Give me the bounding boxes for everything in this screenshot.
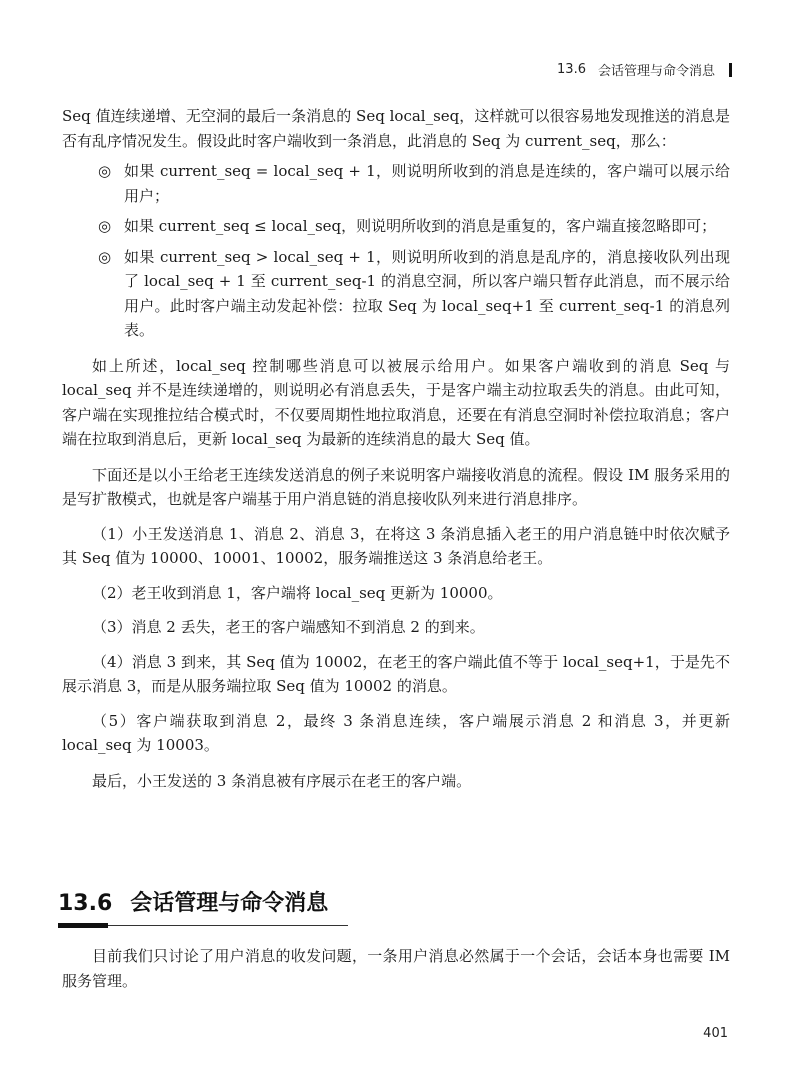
bullet-marker: ◎ xyxy=(98,162,112,180)
running-header-bar xyxy=(729,63,732,77)
section-first-paragraph: 目前我们只讨论了用户消息的收发问题，一条用户消息必然属于一个会话，会话本身也需要 IM 服务管理。 xyxy=(62,947,730,990)
list-item-text: 如果 current_seq = local_seq + 1，则说明所收到的消息是连续的，客户端可以展示给用户； xyxy=(124,162,730,205)
example-intro-paragraph: 下面还是以小王给老王连续发送消息的例子来说明客户端接收消息的流程。假设 IM 服务采用的是写扩散模式，也就是客户端基于用户消息链的消息接收队列来进行消息排序。 xyxy=(62,465,730,508)
step-paragraph: （4）消息 3 到来，其 Seq 值为 10002，在老王的客户端此值不等于 local_seq+1，于是先不展示消息 3，而是从服务端拉取 Seq 值为 10002 的消息。 xyxy=(62,652,730,695)
page-number: 401 xyxy=(703,1026,728,1041)
conclusion-paragraph: 最后，小王发送的 3 条消息被有序展示在老王的客户端。 xyxy=(92,771,472,790)
intro-paragraph: Seq 值连续递增、无空洞的最后一条消息的 Seq local_seq，这样就可以很容易地发现推送的消息是否有乱序情况发生。假设此时客户端收到一条消息，此消息的 Seq 为 current_seq，那么： xyxy=(62,107,730,150)
page-body xyxy=(62,104,730,793)
bullet-marker: ◎ xyxy=(98,247,112,266)
running-header-section-number: 13.6 xyxy=(557,62,586,77)
section-heading-rule xyxy=(58,925,348,926)
list-item xyxy=(62,214,730,239)
summary-paragraph: 如上所述，local_seq 控制哪些消息可以被展示给用户。如果客户端收到的消息 Seq 与 local_seq 并不是连续递增的，则说明必有消息丢失，于是客户端主动拉取丢失的消息。由此可知，客户端在实现推拉结合模式时，不仅要周期性地拉取消息，还要在有消息空洞时补偿拉取消息；客户端在拉取到消息后，更新 local_seq 为最新的连续消息的最大 Seq 值。 xyxy=(62,356,730,448)
condition-list xyxy=(62,159,730,343)
list-item-text: 如果 current_seq > local_seq + 1，则说明所收到的消息是乱序的，消息接收队列出现了 local_seq + 1 至 current_seq-1 的消息空洞，所以客户端只暂存此消息，而不展示给用户。此时客户端主动发起补偿：拉取 Seq 为 local_seq+1 至 current_seq-1 的消息列表。 xyxy=(124,247,730,339)
section-heading xyxy=(58,886,348,926)
step-paragraph: （5）客户端获取到消息 2，最终 3 条消息连续，客户端展示消息 2 和消息 3，并更新 local_seq 为 10003。 xyxy=(62,711,730,754)
running-header xyxy=(557,60,732,79)
list-item xyxy=(62,245,730,343)
step-list xyxy=(62,522,730,758)
bullet-marker: ◎ xyxy=(98,217,112,235)
section-number: 13.6 xyxy=(58,891,113,916)
step-paragraph: （2）老王收到消息 1，客户端将 local_seq 更新为 10000。 xyxy=(92,583,503,602)
section-body xyxy=(62,944,730,993)
list-item-text: 如果 current_seq ≤ local_seq，则说明所收到的消息是重复的，客户端直接忽略即可； xyxy=(124,217,717,235)
running-header-section-title: 会话管理与命令消息 xyxy=(597,64,715,79)
list-item xyxy=(62,159,730,208)
section-title: 会话管理与命令消息 xyxy=(130,891,329,916)
step-paragraph: （3）消息 2 丢失，老王的客户端感知不到消息 2 的到来。 xyxy=(92,618,485,636)
step-paragraph: （1）小王发送消息 1、消息 2、消息 3，在将这 3 条消息插入老王的用户消息链中时依次赋予其 Seq 值为 10000、10001、10002，服务端推送这 3 条消息给老王。 xyxy=(62,524,730,567)
